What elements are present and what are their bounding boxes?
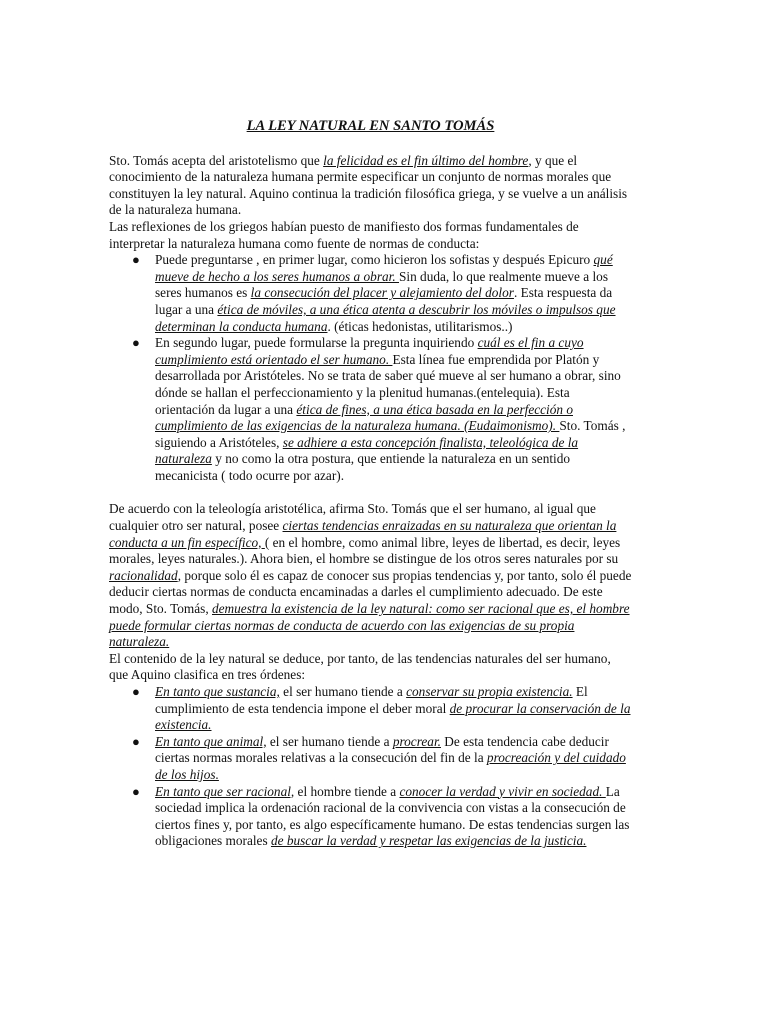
emphasized-text: procreación y del cuidado de los hijos. xyxy=(155,750,626,782)
bullet-icon: ● xyxy=(132,252,140,268)
text-segment: . (éticas hedonistas, utilitarismos..) xyxy=(327,318,513,334)
list-item xyxy=(132,783,632,850)
paragraph xyxy=(109,501,632,650)
bullet-icon: ● xyxy=(132,733,140,749)
bullet-icon: ● xyxy=(132,783,140,799)
emphasized-text: cuál es el fin a cuyo cumplimiento está orientado el ser humano. xyxy=(155,335,584,367)
intro-section xyxy=(109,153,632,253)
emphasized-text: de procurar la conservación de la existencia. xyxy=(155,700,631,733)
paragraph xyxy=(109,219,632,252)
emphasized-text: qué mueve de hecho a los seres humanos a obrar. xyxy=(155,252,613,284)
text-segment: Sto. Tomás , siguiendo a Aristóteles, xyxy=(155,418,626,450)
text-segment: El contenido de la ley natural se deduce, por tanto, de las tendencias naturales del ser humano, que Aquino clasifica en tres órdenes: xyxy=(109,650,611,683)
text-segment: y no como la otra postura, que entiende la naturaleza en un sentido mecanicista ( todo ocurre por azar). xyxy=(155,451,571,483)
emphasized-text: la consecución del placer y alejamiento del dolor xyxy=(250,285,514,301)
list-item xyxy=(132,335,632,484)
emphasized-text: demuestra la existencia de la ley natural: como ser racional que es, el hombre puede formular ciertas normas de conducta de acuerdo con las exigencias de su propia naturaleza. xyxy=(109,601,630,650)
emphasized-text: conservar su propia existencia. xyxy=(406,684,573,699)
teleology-section xyxy=(109,501,632,684)
text-segment: el ser humano tiende a xyxy=(279,684,407,699)
emphasized-text: de buscar la verdad y respetar las exigencias de la justicia. xyxy=(270,833,587,849)
bullet-icon: ● xyxy=(132,335,140,351)
emphasized-text: la felicidad es el fin último del hombre xyxy=(323,152,529,168)
text-segment: Sin duda, lo que realmente mueve a los seres humanos es xyxy=(155,268,608,301)
paragraph-gap xyxy=(109,484,632,501)
emphasized-text: ética de móviles, a una ética atenta a descubrir los móviles o impulsos que determinan la conducta humana xyxy=(155,301,616,334)
text-segment: el ser humano tiende a xyxy=(266,733,393,749)
paragraph xyxy=(109,153,632,219)
text-segment: Sto. Tomás acepta del aristotelismo que xyxy=(109,152,324,168)
emphasized-text: conocer la verdad y vivir en sociedad. xyxy=(399,783,606,799)
list-item xyxy=(132,733,632,784)
text-segment: De esta tendencia cabe deducir ciertas normas morales relativas a la consecución del fin de la xyxy=(155,733,609,766)
emphasized-text: ética de fines, a una ética basada en la perfección o cumplimiento de las exigencias de la naturaleza humana. (Eudaimonismo). xyxy=(155,401,573,434)
text-segment: . Esta respuesta da lugar a una xyxy=(155,285,613,317)
tendencies-list xyxy=(109,684,632,850)
text-segment: el hombre tiende a xyxy=(294,783,400,799)
text-segment: Esta línea fue emprendida por Platón y desarrollada por Aristóteles. No se trata de saber qué mueve al ser humano a obrar, sino dónde se hallan el perfeccionamiento y la plenitud humanas.(entelequia). Esta orientación da lugar a una xyxy=(155,351,621,417)
list-item xyxy=(132,684,632,734)
emphasized-text: se adhiere a esta concepción finalista, teleológica de la naturaleza xyxy=(155,434,579,467)
emphasized-text: racionalidad xyxy=(109,567,178,583)
emphasized-text: ciertas tendencias enraizadas en su naturaleza que orientan la conducta a un fin específico, xyxy=(109,518,617,550)
list-item xyxy=(132,252,632,335)
emphasized-text: En tanto que ser racional, xyxy=(155,783,295,799)
emphasized-text: En tanto que sustancia, xyxy=(155,684,280,699)
bullet-icon: ● xyxy=(132,684,140,699)
paragraph xyxy=(109,651,632,684)
text-segment: Las reflexiones de los griegos habían puesto de manifiesto dos formas fundamentales de interpretar la naturaleza humana como fuente de normas de conducta: xyxy=(109,218,579,251)
text-segment: , porque solo él es capaz de conocer sus propias tendencias y, por tanto, solo él puede deducir ciertas normas de conducta encaminadas a darles el cumplimiento adecuado. De este modo, Sto. Tomás, xyxy=(109,567,632,617)
text-segment: , y que el conocimiento de la naturaleza humana permite especificar un conjunto de normas morales que constituyen la ley natural. Aquino continua la tradición filosófica griega, y se vuelve a un análisis de la naturaleza humana. xyxy=(109,152,628,218)
emphasized-text: procrear. xyxy=(392,733,441,749)
text-segment: En segundo lugar, puede formularse la pregunta inquiriendo xyxy=(155,335,478,351)
emphasized-text: En tanto que animal, xyxy=(155,733,267,749)
interpretations-list xyxy=(109,252,632,484)
document-page xyxy=(109,118,632,850)
text-segment: Puede preguntarse , en primer lugar, como hicieron los sofistas y después Epicuro xyxy=(155,252,594,268)
text-segment: La sociedad implica la ordenación racional de la convivencia con vistas a la consecución de ciertos fines y, por tanto, es algo específicamente humano. De estas tendencias surgen las obligaciones morales xyxy=(155,783,630,849)
text-segment: De acuerdo con la teleología aristotélica, afirma Sto. Tomás que el ser humano, al igual que cualquier otro ser natural, posee xyxy=(109,501,596,534)
document-title: LA LEY NATURAL EN SANTO TOMÁS xyxy=(246,118,495,134)
text-segment: ( en el hombre, como animal libre, leyes de libertad, es decir, leyes morales, leyes naturales.). Ahora bien, el hombre se distingue de los otros seres naturales por su xyxy=(109,534,621,567)
text-segment: El cumplimiento de esta tendencia impone el deber moral xyxy=(155,684,588,716)
